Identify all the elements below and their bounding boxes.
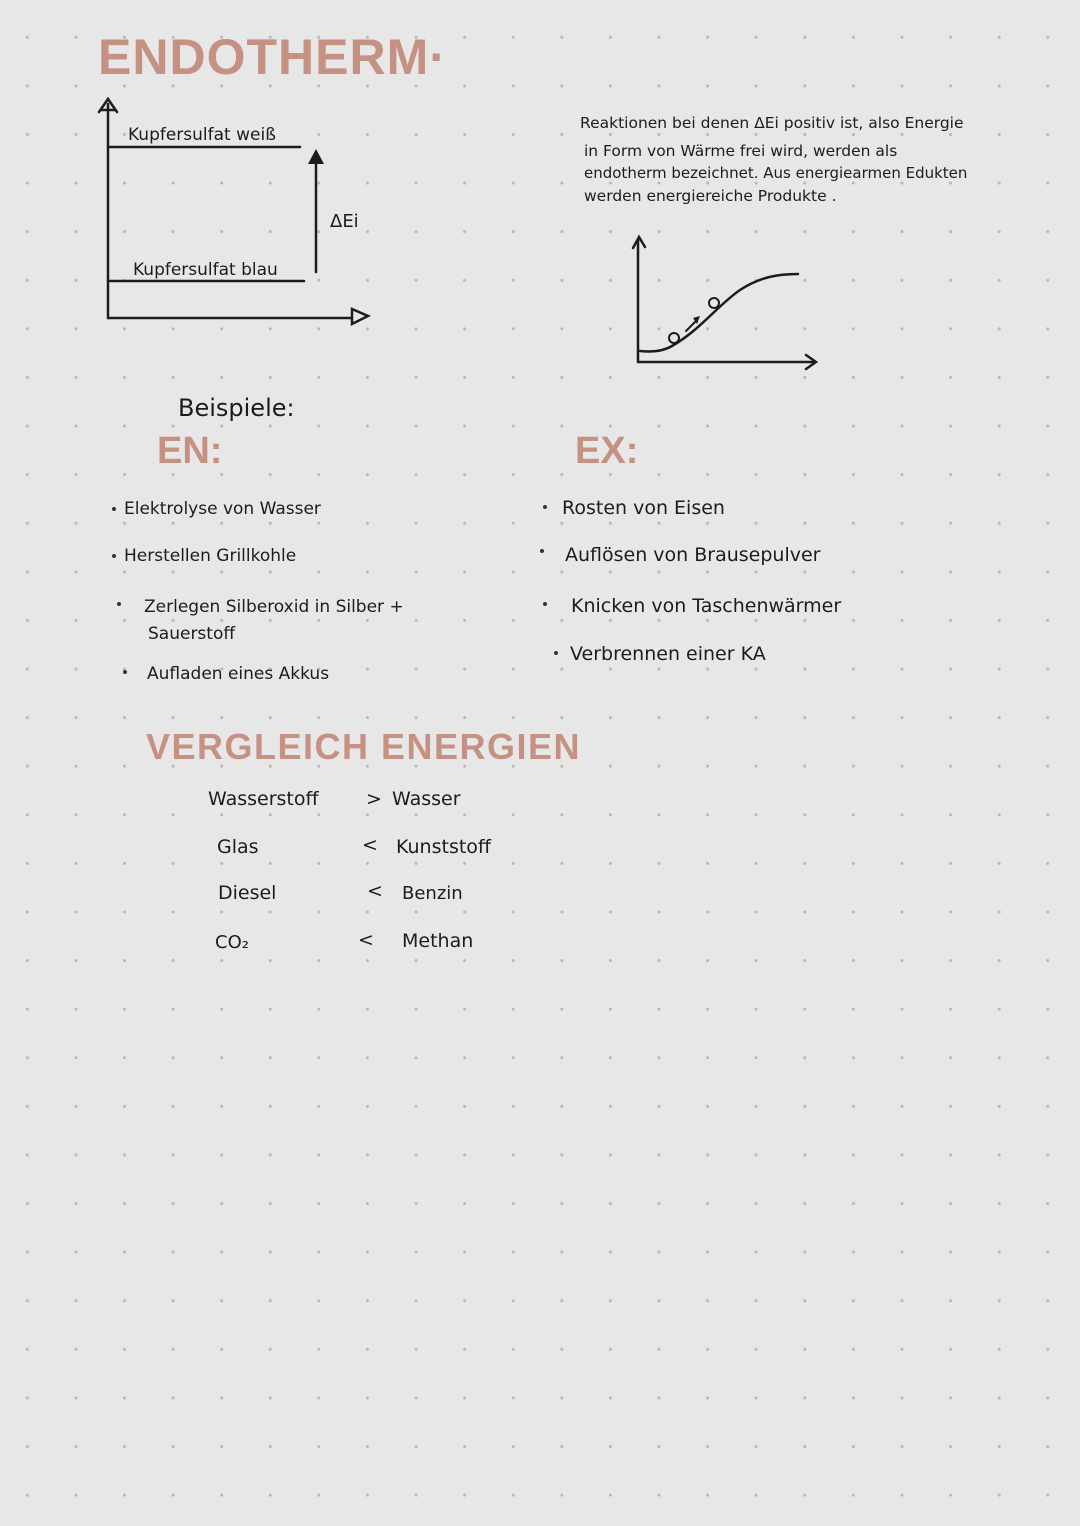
comparison-operator: > [366,788,382,810]
description-line: werden energiereiche Produkte . [584,187,837,205]
comparison-heading: VERGLEICH ENERGIEN [146,726,582,767]
comparison-right: Wasser [392,788,461,810]
comparison-right: Benzin [402,883,463,904]
ball-icon [669,333,679,343]
comparison-operator: < [362,834,378,856]
delta-label: ΔEi [330,211,359,232]
ball-icon [709,298,719,308]
en-item: Sauerstoff [148,624,236,644]
top-level-label: Kupfersulfat weiß [128,125,276,145]
x-axis-arrow [352,309,368,324]
description-line: endotherm bezeichnet. Aus energiearmen Edukten [584,164,968,182]
comparison-left: Diesel [218,882,277,904]
en-item: Elektrolyse von Wasser [124,499,321,519]
en-item: Aufladen eines Akkus [147,664,330,684]
comparison-left: Glas [217,836,259,858]
comparison-right: Methan [402,930,474,952]
en-item: Zerlegen Silberoxid in Silber + [144,597,404,617]
ex-item: Rosten von Eisen [562,497,725,519]
comparison-right: Kunststoff [396,836,492,858]
comparison-left: Wasserstoff [208,788,319,810]
ex-item: Knicken von Taschenwärmer [571,595,842,617]
comparison-left: CO₂ [215,932,249,953]
energy-curve [640,274,798,351]
ex-heading: EX: [575,430,639,472]
comparison-operator: < [367,880,383,902]
ex-item: Auflösen von Brausepulver [565,544,821,566]
en-heading: EN: [157,430,223,472]
page-title: ENDOTHERM· [98,29,447,85]
description-line: in Form von Wärme frei wird, werden als [584,142,898,160]
en-item: Herstellen Grillkohle [124,546,297,566]
bottom-level-label: Kupfersulfat blau [133,260,278,280]
ex-item: Verbrennen einer KA [570,643,766,665]
comparison-operator: < [358,929,374,951]
description-line: Reaktionen bei denen ΔEi positiv ist, also Energie [580,114,964,132]
examples-heading: Beispiele: [178,394,295,422]
